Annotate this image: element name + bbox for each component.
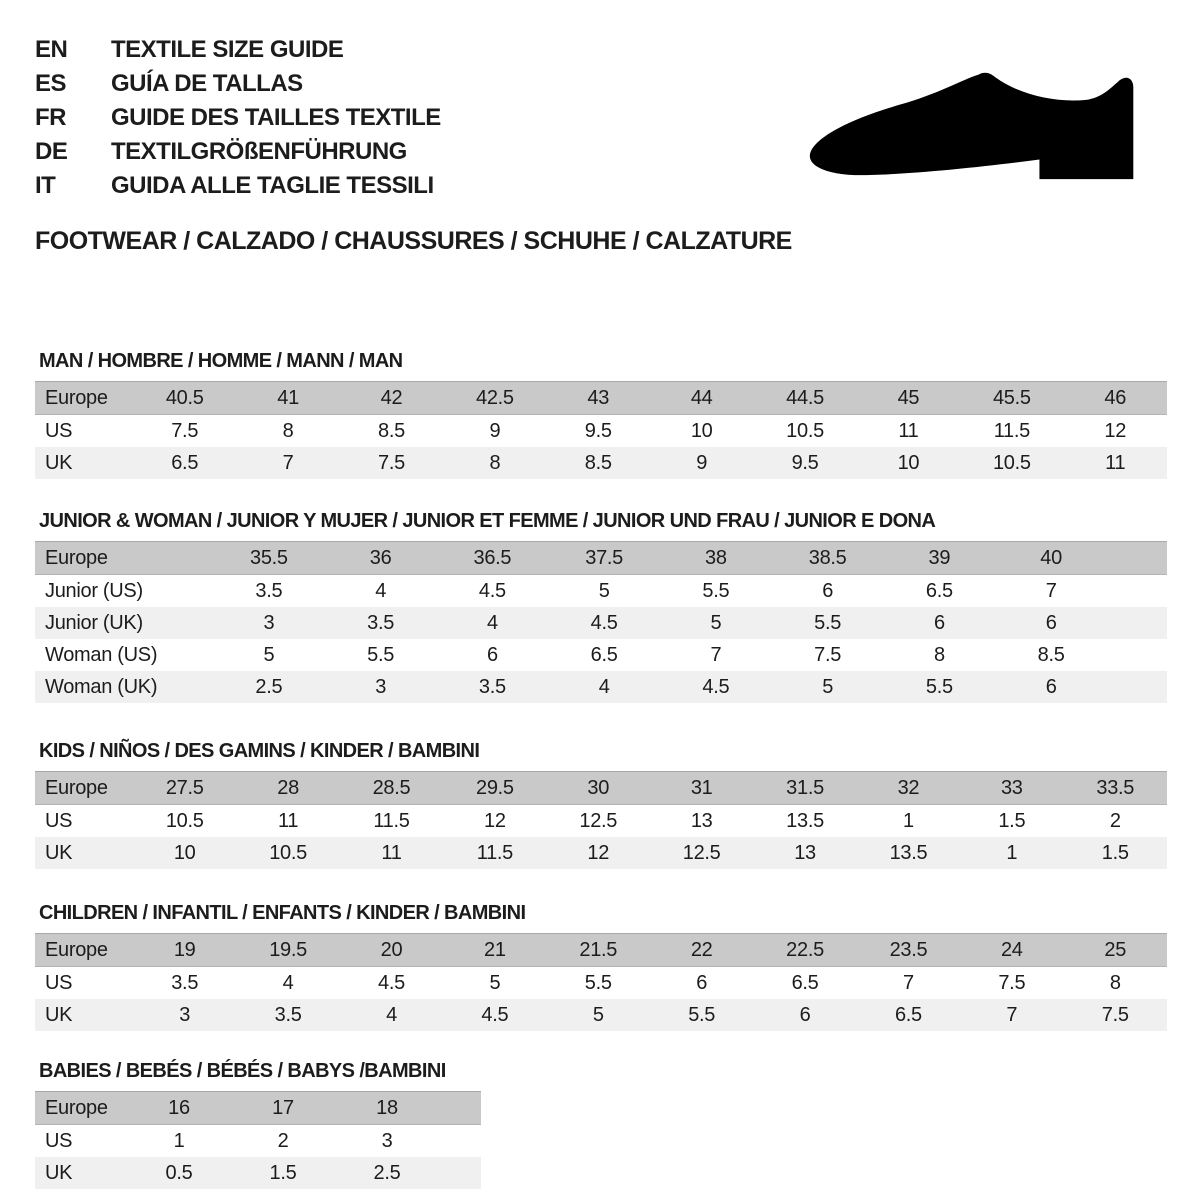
size-cell: 6.5	[857, 999, 960, 1031]
section-title: BABIES / BEBÉS / BÉBÉS / BABYS /BAMBINI	[39, 1060, 446, 1082]
size-cell: 8.5	[547, 447, 650, 479]
row-label: Junior (US)	[35, 575, 213, 608]
size-table-babies	[35, 1091, 481, 1189]
size-cell: 7.5	[960, 967, 1063, 1000]
size-cell: 11	[1064, 447, 1167, 479]
man-row-uk	[35, 447, 1167, 479]
size-cell: 5	[213, 639, 325, 671]
row-label: Europe	[35, 1092, 127, 1125]
size-cell: 7	[857, 967, 960, 1000]
size-cell: 5.5	[547, 967, 650, 1000]
size-cell: 2.5	[335, 1157, 439, 1189]
size-cell: 8	[884, 639, 996, 671]
children-row-uk	[35, 999, 1167, 1031]
size-cell: 38.5	[772, 542, 884, 575]
size-cell: 10.5	[236, 837, 339, 869]
size-cell: 13.5	[753, 805, 856, 838]
spacer-cell	[1107, 671, 1167, 703]
row-label: Europe	[35, 934, 133, 967]
size-cell: 7	[960, 999, 1063, 1031]
size-cell: 11	[236, 805, 339, 838]
size-cell: 3.5	[236, 999, 339, 1031]
size-cell: 30	[547, 772, 650, 805]
size-cell: 7.5	[133, 415, 236, 448]
size-cell: 9	[650, 447, 753, 479]
row-label: UK	[35, 447, 133, 479]
size-cell: 39	[884, 542, 996, 575]
row-label: US	[35, 1125, 127, 1158]
size-cell: 11	[857, 415, 960, 448]
size-cell: 4	[437, 607, 549, 639]
spacer-cell	[1107, 575, 1167, 608]
row-label: US	[35, 805, 133, 838]
size-cell: 21.5	[547, 934, 650, 967]
size-cell: 6	[884, 607, 996, 639]
section-title: JUNIOR & WOMAN / JUNIOR Y MUJER / JUNIOR ET FEMME / JUNIOR UND FRAU / JUNIOR E DONA	[39, 510, 936, 532]
size-cell: 1.5	[960, 805, 1063, 838]
language-label: GUÍA DE TALLAS	[111, 70, 303, 97]
size-cell: 6.5	[753, 967, 856, 1000]
row-label: Europe	[35, 772, 133, 805]
size-cell: 5.5	[325, 639, 437, 671]
size-cell: 3.5	[437, 671, 549, 703]
section-junior-woman	[35, 509, 1167, 703]
size-cell: 6.5	[548, 639, 660, 671]
size-cell: 1	[127, 1125, 231, 1158]
size-cell: 19.5	[236, 934, 339, 967]
row-label: Europe	[35, 542, 213, 575]
size-cell: 4.5	[548, 607, 660, 639]
size-cell: 24	[960, 934, 1063, 967]
size-cell: 4.5	[437, 575, 549, 608]
row-label: US	[35, 967, 133, 1000]
size-cell: 8	[1064, 967, 1167, 1000]
size-cell: 6	[772, 575, 884, 608]
size-cell: 27.5	[133, 772, 236, 805]
size-cell: 4.5	[660, 671, 772, 703]
junior-woman-row-woman-us-	[35, 639, 1167, 671]
language-row	[35, 101, 1167, 135]
junior-woman-row-europe	[35, 542, 1167, 575]
row-label: Woman (US)	[35, 639, 213, 671]
size-cell: 11.5	[340, 805, 443, 838]
language-code: EN	[35, 36, 68, 63]
size-cell: 45	[857, 382, 960, 415]
size-cell: 5.5	[884, 671, 996, 703]
size-cell: 32	[857, 772, 960, 805]
size-cell: 1	[960, 837, 1063, 869]
size-cell: 12.5	[650, 837, 753, 869]
size-cell: 10.5	[960, 447, 1063, 479]
size-cell: 5	[548, 575, 660, 608]
size-cell: 5.5	[650, 999, 753, 1031]
size-cell: 35.5	[213, 542, 325, 575]
size-cell: 7	[660, 639, 772, 671]
size-cell: 4	[236, 967, 339, 1000]
size-cell: 7	[236, 447, 339, 479]
size-cell: 43	[547, 382, 650, 415]
size-cell: 21	[443, 934, 546, 967]
size-cell: 4.5	[340, 967, 443, 1000]
size-cell: 38	[660, 542, 772, 575]
size-cell: 4.5	[443, 999, 546, 1031]
size-cell: 8	[236, 415, 339, 448]
size-cell: 22	[650, 934, 753, 967]
man-row-us	[35, 415, 1167, 448]
size-cell: 17	[231, 1092, 335, 1125]
spacer-cell	[439, 1092, 481, 1125]
size-cell: 5	[772, 671, 884, 703]
size-cell: 18	[335, 1092, 439, 1125]
size-cell: 6.5	[133, 447, 236, 479]
size-cell: 31	[650, 772, 753, 805]
size-cell: 13.5	[857, 837, 960, 869]
size-cell: 10	[133, 837, 236, 869]
kids-row-uk	[35, 837, 1167, 869]
section-man	[35, 349, 1167, 479]
size-cell: 12	[443, 805, 546, 838]
size-cell: 11	[340, 837, 443, 869]
language-row	[35, 169, 1167, 203]
language-code: IT	[35, 172, 56, 199]
babies-row-uk	[35, 1157, 481, 1189]
size-cell: 41	[236, 382, 339, 415]
language-label: TEXTILGRÖßENFÜHRUNG	[111, 138, 407, 165]
size-cell: 42.5	[443, 382, 546, 415]
section-title: CHILDREN / INFANTIL / ENFANTS / KINDER / BAMBINI	[39, 902, 526, 924]
row-label: Junior (UK)	[35, 607, 213, 639]
size-cell: 7.5	[1064, 999, 1167, 1031]
size-cell: 8.5	[995, 639, 1107, 671]
language-code: FR	[35, 104, 66, 131]
size-cell: 10.5	[133, 805, 236, 838]
size-cell: 6	[753, 999, 856, 1031]
size-cell: 36	[325, 542, 437, 575]
size-cell: 3.5	[213, 575, 325, 608]
row-label: Europe	[35, 382, 133, 415]
spacer-cell	[1107, 607, 1167, 639]
size-cell: 12.5	[547, 805, 650, 838]
size-cell: 10.5	[753, 415, 856, 448]
section-babies	[35, 1059, 1167, 1189]
size-cell: 12	[547, 837, 650, 869]
size-cell: 5	[660, 607, 772, 639]
language-code: ES	[35, 70, 67, 97]
size-cell: 16	[127, 1092, 231, 1125]
section-kids	[35, 739, 1167, 869]
children-row-us	[35, 967, 1167, 1000]
size-cell: 4	[340, 999, 443, 1031]
section-title: KIDS / NIÑOS / DES GAMINS / KINDER / BAMBINI	[39, 740, 480, 762]
size-cell: 9.5	[547, 415, 650, 448]
language-label: TEXTILE SIZE GUIDE	[111, 36, 344, 63]
children-row-europe	[35, 934, 1167, 967]
size-cell: 13	[650, 805, 753, 838]
category-line: FOOTWEAR / CALZADO / CHAUSSURES / SCHUHE / CALZATURE	[35, 227, 792, 255]
size-cell: 33.5	[1064, 772, 1167, 805]
junior-woman-row-woman-uk-	[35, 671, 1167, 703]
size-cell: 20	[340, 934, 443, 967]
row-label: Woman (UK)	[35, 671, 213, 703]
section-children	[35, 901, 1167, 1031]
size-cell: 10	[857, 447, 960, 479]
language-label: GUIDE DES TAILLES TEXTILE	[111, 104, 441, 131]
size-cell: 22.5	[753, 934, 856, 967]
size-cell: 3.5	[325, 607, 437, 639]
size-cell: 2.5	[213, 671, 325, 703]
size-cell: 6	[995, 607, 1107, 639]
size-cell: 3	[335, 1125, 439, 1158]
size-cell: 5	[547, 999, 650, 1031]
content-column	[35, 33, 1167, 1189]
size-cell: 2	[1064, 805, 1167, 838]
junior-woman-row-junior-uk-	[35, 607, 1167, 639]
size-cell: 1.5	[231, 1157, 335, 1189]
size-cell: 44	[650, 382, 753, 415]
size-cell: 9	[443, 415, 546, 448]
junior-woman-row-junior-us-	[35, 575, 1167, 608]
size-cell: 33	[960, 772, 1063, 805]
size-cell: 1.5	[1064, 837, 1167, 869]
size-cell: 1	[857, 805, 960, 838]
size-cell: 3	[133, 999, 236, 1031]
size-cell: 40.5	[133, 382, 236, 415]
size-table-junior-woman	[35, 541, 1167, 703]
language-list	[35, 33, 1167, 203]
size-cell: 28	[236, 772, 339, 805]
size-cell: 8.5	[340, 415, 443, 448]
language-row	[35, 67, 1167, 101]
size-cell: 19	[133, 934, 236, 967]
row-label: UK	[35, 999, 133, 1031]
row-label: US	[35, 415, 133, 448]
size-cell: 37.5	[548, 542, 660, 575]
size-cell: 3	[213, 607, 325, 639]
size-cell: 0.5	[127, 1157, 231, 1189]
size-cell: 45.5	[960, 382, 1063, 415]
size-cell: 4	[325, 575, 437, 608]
size-cell: 44.5	[753, 382, 856, 415]
size-table-children	[35, 933, 1167, 1031]
size-cell: 3	[325, 671, 437, 703]
size-cell: 9.5	[753, 447, 856, 479]
size-cell: 11.5	[960, 415, 1063, 448]
size-cell: 6.5	[884, 575, 996, 608]
row-label: UK	[35, 1157, 127, 1189]
man-row-europe	[35, 382, 1167, 415]
language-row	[35, 135, 1167, 169]
size-cell: 42	[340, 382, 443, 415]
babies-row-europe	[35, 1092, 481, 1125]
size-cell: 31.5	[753, 772, 856, 805]
size-cell: 40	[995, 542, 1107, 575]
size-cell: 23.5	[857, 934, 960, 967]
size-cell: 6	[437, 639, 549, 671]
size-cell: 7.5	[772, 639, 884, 671]
babies-row-us	[35, 1125, 481, 1158]
size-cell: 46	[1064, 382, 1167, 415]
size-cell: 3.5	[133, 967, 236, 1000]
spacer-cell	[1107, 639, 1167, 671]
size-cell: 5	[443, 967, 546, 1000]
spacer-cell	[439, 1125, 481, 1158]
size-cell: 2	[231, 1125, 335, 1158]
size-cell: 36.5	[437, 542, 549, 575]
size-cell: 7	[995, 575, 1107, 608]
size-cell: 7.5	[340, 447, 443, 479]
section-title: MAN / HOMBRE / HOMME / MANN / MAN	[39, 350, 403, 372]
size-cell: 6	[650, 967, 753, 1000]
language-label: GUIDA ALLE TAGLIE TESSILI	[111, 172, 434, 199]
size-cell: 29.5	[443, 772, 546, 805]
size-cell: 6	[995, 671, 1107, 703]
language-code: DE	[35, 138, 68, 165]
size-cell: 10	[650, 415, 753, 448]
spacer-cell	[1107, 542, 1167, 575]
size-cell: 11.5	[443, 837, 546, 869]
kids-row-us	[35, 805, 1167, 838]
size-cell: 5.5	[772, 607, 884, 639]
kids-row-europe	[35, 772, 1167, 805]
size-cell: 28.5	[340, 772, 443, 805]
size-table-kids	[35, 771, 1167, 869]
size-cell: 4	[548, 671, 660, 703]
language-row	[35, 33, 1167, 67]
size-cell: 13	[753, 837, 856, 869]
size-cell: 25	[1064, 934, 1167, 967]
size-table-man	[35, 381, 1167, 479]
size-cell: 5.5	[660, 575, 772, 608]
spacer-cell	[439, 1157, 481, 1189]
size-cell: 8	[443, 447, 546, 479]
size-cell: 12	[1064, 415, 1167, 448]
row-label: UK	[35, 837, 133, 869]
